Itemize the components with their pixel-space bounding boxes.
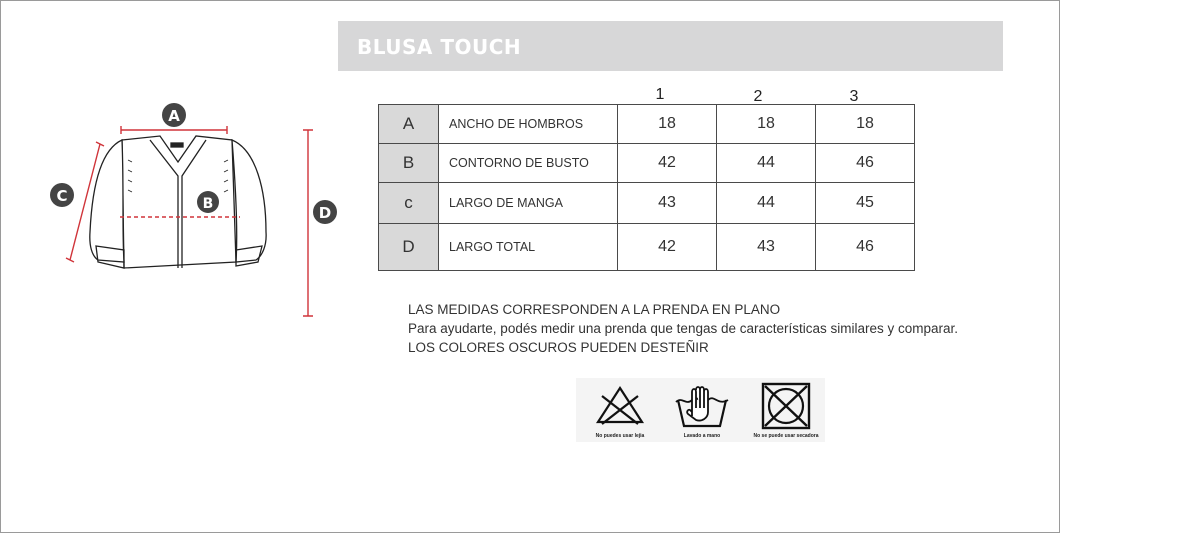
care-instructions <box>576 378 825 442</box>
no-bleach-icon <box>592 382 648 428</box>
note-line: LOS COLORES OSCUROS PUEDEN DESTEÑIR <box>408 340 709 355</box>
note-line: Para ayudarte, podés medir una prenda que tengas de características similares y comparar. <box>408 321 959 336</box>
badge-d-letter: D <box>318 204 332 222</box>
size-header-2: 2 <box>753 88 763 105</box>
title-bar <box>338 21 1003 71</box>
badge-c-letter: C <box>56 187 68 205</box>
note-line: LAS MEDIDAS CORRESPONDEN A LA PRENDA EN PLANO <box>408 302 781 317</box>
size-header-3: 3 <box>849 88 859 105</box>
row-letter: D <box>379 224 439 271</box>
care-label: No se puede usar secadora <box>753 433 819 439</box>
hand-wash-icon <box>672 382 732 430</box>
badge-d <box>313 200 337 224</box>
table-row <box>379 224 915 271</box>
badge-a-letter: A <box>168 107 180 125</box>
table-row <box>379 144 915 183</box>
row-label: ANCHO DE HOMBROS <box>439 105 618 144</box>
cell-value: 18 <box>618 105 717 144</box>
garment-diagram <box>0 0 360 330</box>
care-label: Lavado a mano <box>683 433 721 439</box>
badge-a <box>162 103 186 127</box>
row-label: LARGO DE MANGA <box>439 183 618 224</box>
row-label: LARGO TOTAL <box>439 224 618 271</box>
care-item-no-bleach <box>580 378 660 442</box>
row-label: CONTORNO DE BUSTO <box>439 144 618 183</box>
care-item-hand-wash <box>662 378 742 442</box>
cell-value: 18 <box>717 105 816 144</box>
cell-value: 43 <box>618 183 717 224</box>
cell-value: 42 <box>618 144 717 183</box>
cell-value: 43 <box>717 224 816 271</box>
badge-b <box>197 191 219 213</box>
cell-value: 46 <box>816 224 915 271</box>
table-row <box>379 105 915 144</box>
product-title: BLUSA TOUCH <box>357 35 522 59</box>
row-letter: A <box>379 105 439 144</box>
cell-value: 18 <box>816 105 915 144</box>
measurement-notes <box>408 300 958 357</box>
cell-value: 42 <box>618 224 717 271</box>
badge-b-letter: B <box>202 196 214 212</box>
row-letter: B <box>379 144 439 183</box>
cell-value: 44 <box>717 144 816 183</box>
row-letter: c <box>379 183 439 224</box>
cell-value: 44 <box>717 183 816 224</box>
care-label: No puedes usar lejia <box>595 433 645 439</box>
care-item-no-tumble-dry <box>746 378 826 442</box>
size-table <box>378 104 915 271</box>
size-header-1: 1 <box>655 86 665 103</box>
no-tumble-dry-icon <box>760 382 812 430</box>
cell-value: 45 <box>816 183 915 224</box>
badge-c <box>50 183 74 207</box>
cell-value: 46 <box>816 144 915 183</box>
table-row <box>379 183 915 224</box>
blouse-drawing <box>90 136 266 268</box>
